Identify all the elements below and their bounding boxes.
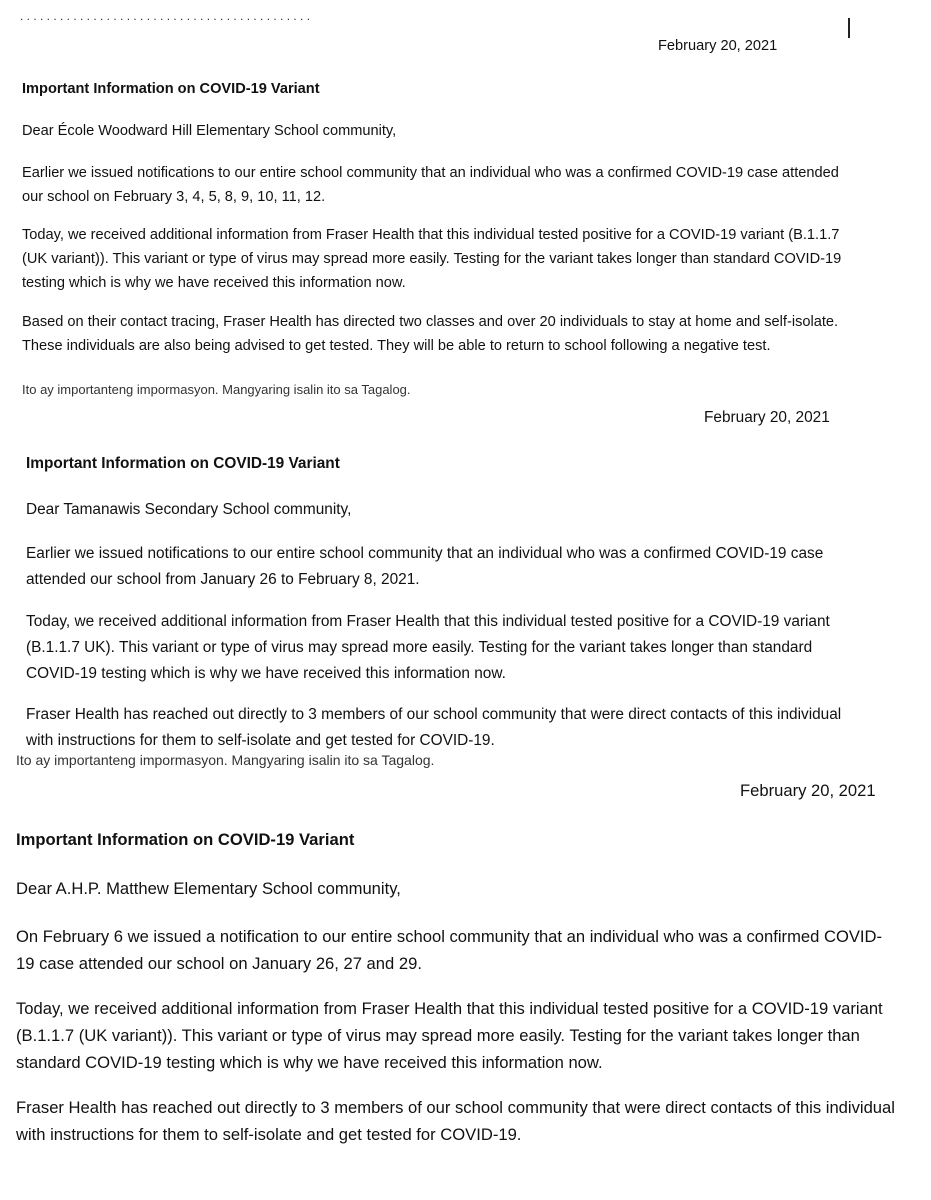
paragraph-2: Today, we received additional information from Fraser Health that this individual tested positive for a COVID-19 variant (B.1.1.7 (UK variant)). This variant or type of virus may spread more easily. Testing for the variant takes longer than standard COVID-19 testing which is why we have received this information now. <box>22 227 842 291</box>
notice-date: February 20, 2021 <box>740 781 876 800</box>
notice-title: Important Information on COVID-19 Variant <box>16 830 355 849</box>
clipped-header: Ito ay importanteng impormasyon. Mangyaring isalin ito sa Tagalog. <box>16 752 435 768</box>
notice-title: Important Information on COVID-19 Variant <box>26 455 340 472</box>
paragraph-2: Today, we received additional information from Fraser Health that this individual tested positive for a COVID-19 variant (B.1.1.7 (UK variant)). This variant or type of virus may spread more easily. Testing for the variant takes longer than standard COVID-19 testing which is why we have received this information now. <box>16 999 883 1072</box>
paragraph-1: On February 6 we issued a notification to our entire school community that an individual who was a confirmed COVID-19 case attended our school on January 26, 27 and 29. <box>16 927 883 973</box>
clipped-header-top: . . . . . . . . . . . . . . . . . . . . . . . . . . . . . . . . . . . . . . . . . . . . <box>20 9 311 23</box>
paragraph-1: Earlier we issued notifications to our entire school community that an individual who was a confirmed COVID-19 case attended our school from January 26 to February 8, 2021. <box>26 545 824 588</box>
paragraph-3: Based on their contact tracing, Fraser Health has directed two classes and over 20 individuals to stay at home and self-isolate. These individuals are also being advised to get tested. They will be able to return to school following a negative test. <box>22 314 839 354</box>
paragraph-3: Fraser Health has reached out directly to 3 members of our school community that were direct contacts of this individual with instructions for them to self-isolate and get tested for COVID-19. <box>16 1098 895 1144</box>
greeting: Dear École Woodward Hill Elementary School community, <box>22 123 397 139</box>
clipped-header: Ito ay importanteng impormasyon. Mangyaring isalin ito sa Tagalog. <box>22 382 411 397</box>
greeting: Dear A.H.P. Matthew Elementary School community, <box>16 879 401 898</box>
greeting: Dear Tamanawis Secondary School community, <box>26 501 352 518</box>
notice-title: Important Information on COVID-19 Variant <box>22 81 320 97</box>
paragraph-2: Today, we received additional information from Fraser Health that this individual tested positive for a COVID-19 variant (B.1.1.7 UK). This variant or type of virus may spread more easily. Testing for the variant takes longer than standard COVID-19 testing which is why we have received this information now. <box>26 613 830 682</box>
paragraph-1: Earlier we issued notifications to our entire school community that an individual who was a confirmed COVID-19 case attended our school on February 3, 4, 5, 8, 9, 10, 11, 12. <box>22 165 839 205</box>
notice-date: February 20, 2021 <box>658 38 778 54</box>
paragraph-3: Fraser Health has reached out directly to 3 members of our school community that were direct contacts of this individual with instructions for them to self-isolate and get tested for COVID-19. <box>26 706 842 749</box>
text-cursor <box>848 18 850 38</box>
notice-date: February 20, 2021 <box>704 409 830 426</box>
